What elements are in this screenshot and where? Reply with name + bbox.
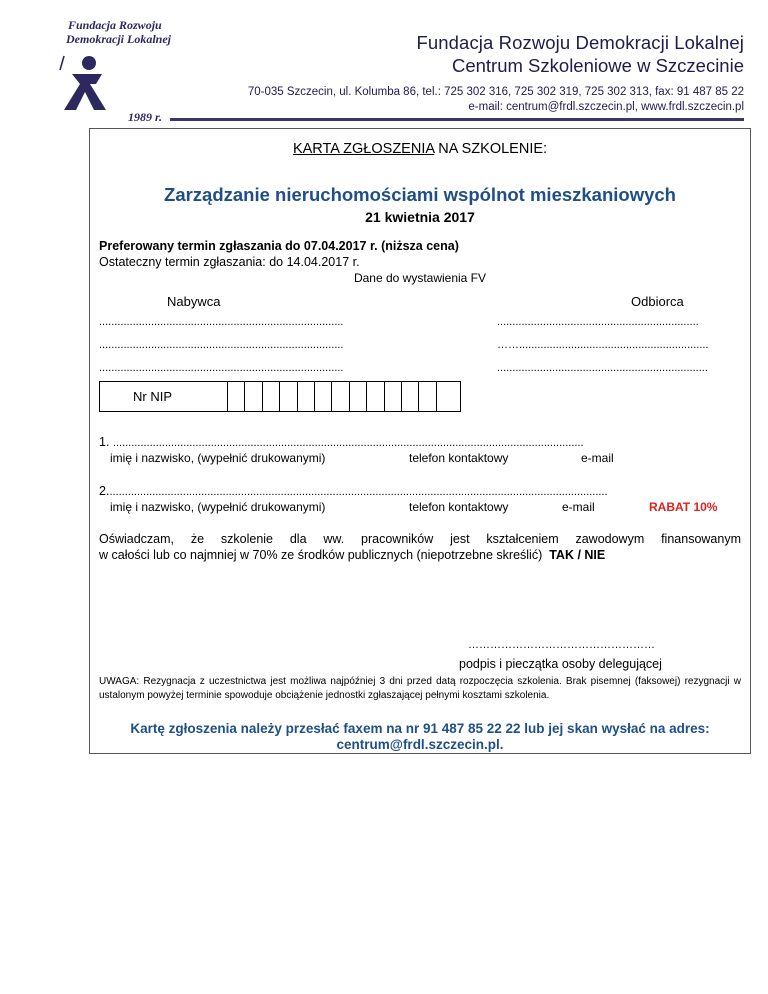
nip-digit-cell[interactable] [436, 382, 453, 411]
nip-digit-cell[interactable] [262, 382, 279, 411]
send-email-address[interactable]: centrum@frdl.szczecin.pl. [336, 737, 504, 752]
declaration-line-1: Oświadczam, że szkolenie dla ww. pracowników jest kształceniem zawodowym finansowanym [99, 532, 741, 546]
nip-digit-cell[interactable] [314, 382, 331, 411]
nip-digit-cell[interactable] [227, 382, 244, 411]
logo-text-line2: Demokracji Lokalnej [66, 32, 171, 46]
nip-digit-cell[interactable] [366, 382, 383, 411]
header-center-name: Centrum Szkoleniowe w Szczecinie [451, 55, 744, 76]
participant-2-phone-label: telefon kontaktowy [409, 500, 509, 514]
buyer-field-3[interactable]: ................................................................................ [99, 362, 344, 374]
nip-digit-cell[interactable] [279, 382, 296, 411]
preferred-deadline: Preferowany termin zgłaszania do 07.04.2017 r. (niższa cena) [99, 239, 459, 253]
participant-1-dots: .......................................................................................................................................................... [112, 437, 584, 449]
declaration-text: w całości lub co najmniej w 70% ze środków publicznych (niepotrzebne skreślić) [99, 548, 543, 562]
discount-badge: RABAT 10% [649, 500, 718, 514]
header-org-name: Fundacja Rozwoju Demokracji Lokalnej [416, 32, 744, 53]
participant-1-name-label: imię i nazwisko, (wypełnić drukowanymi) [110, 451, 326, 465]
course-date: 21 kwietnia 2017 [365, 209, 475, 225]
participant-2-email-label: e-mail [562, 500, 595, 514]
invoice-heading: Dane do wystawienia FV [353, 271, 487, 285]
buyer-field-2[interactable]: ................................................................................ [99, 339, 344, 351]
nip-digit-cell[interactable] [244, 382, 261, 411]
header-divider [170, 118, 744, 121]
recipient-field-1[interactable]: .................................................................. [497, 316, 699, 328]
recipient-label: Odbiorca [631, 294, 684, 309]
logo-year: 1989 r. [128, 110, 163, 124]
recipient-field-3[interactable]: ..................................................................... [497, 362, 708, 374]
header-contact: e-mail: centrum@frdl.szczecin.pl, www.frdl.szczecin.pl [468, 101, 744, 113]
final-deadline: Ostateczny termin zgłaszania: do 14.04.2017 r. [99, 255, 360, 269]
signature-label: podpis i pieczątka osoby delegującej [459, 657, 662, 671]
nip-digit-cell[interactable] [331, 382, 348, 411]
participant-2-number: 2. [99, 484, 110, 498]
buyer-field-1[interactable]: ................................................................................ [99, 316, 344, 328]
participant-2-field[interactable] [99, 484, 608, 498]
participant-1-email-label: e-mail [581, 451, 614, 465]
declaration-line-2 [99, 547, 741, 563]
nip-digit-cell[interactable] [418, 382, 435, 411]
participant-1-number: 1. [99, 435, 113, 449]
nip-digit-cell[interactable] [349, 382, 366, 411]
nip-field[interactable] [99, 381, 461, 412]
participant-1-phone-label: telefon kontaktowy [409, 451, 509, 465]
declaration-choice[interactable]: TAK / NIE [549, 548, 606, 562]
foundation-logo [54, 18, 184, 128]
participant-1-field[interactable] [99, 435, 584, 449]
participant-2-name-label: imię i nazwisko, (wypełnić drukowanymi) [110, 500, 326, 514]
header-address: 70-035 Szczecin, ul. Kolumba 86, tel.: 725 302 316, 725 302 319, 725 302 313, fax: 91 487 85 22 [247, 86, 744, 98]
send-instructions: Kartę zgłoszenia należy przesłać faxem na nr 91 487 85 22 22 lub jej skan wysłać na adres: [130, 721, 710, 736]
nip-label: Nr NIP [133, 389, 172, 404]
recipient-field-2[interactable]: …….............................................................. [497, 339, 709, 351]
participant-2-dots: ................................................................................................................................................................... [109, 486, 608, 498]
form-title [90, 141, 750, 157]
buyer-label: Nabywca [167, 294, 221, 309]
walking-figure-icon [58, 54, 110, 112]
cancellation-warning: UWAGA: Rezygnacja z uczestnictwa jest możliwa najpóźniej 3 dni przed datą rozpoczęcia szkolenia. Brak pisemnej (faksowej) rezygnacji w ustalonym powyżej terminie spowoduje obciążenie jednostki zgłaszającej pełnymi kosztami szkolenia. [99, 676, 741, 701]
form-title-underlined: KARTA ZGŁOSZENIA [292, 141, 435, 157]
registration-form [89, 128, 751, 754]
nip-digit-cell[interactable] [384, 382, 401, 411]
form-title-rest: NA SZKOLENIE: [434, 141, 548, 157]
nip-digit-cell[interactable] [401, 382, 418, 411]
signature-line[interactable]: …………………………………………… [468, 639, 655, 651]
nip-digit-cell[interactable] [297, 382, 314, 411]
course-title: Zarządzanie nieruchomościami wspólnot mieszkaniowych [164, 184, 676, 205]
logo-text-line1: Fundacja Rozwoju [68, 18, 162, 32]
